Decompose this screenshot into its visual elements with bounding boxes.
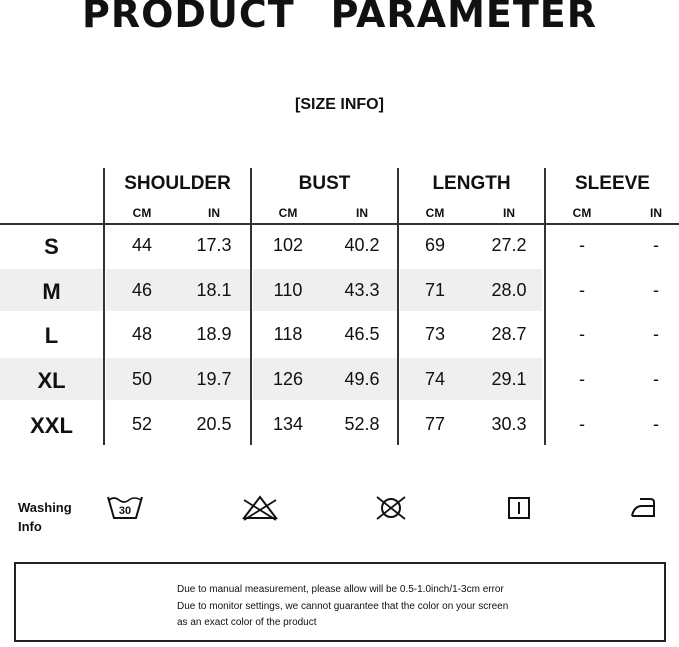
table-cell: 50 — [131, 369, 153, 389]
unit-label: IN — [650, 206, 662, 220]
table-cell: 28.7 — [491, 324, 527, 344]
note-line: Due to monitor settings, we cannot guarantee that the color on your screen — [177, 601, 509, 612]
unit-label: CM — [278, 206, 298, 220]
unit-label: CM — [572, 206, 592, 220]
title-word-parameter: PARAMETER — [330, 0, 597, 36]
iron-icon — [628, 494, 658, 522]
table-cell: 77 — [424, 414, 446, 434]
header-sleeve: SLEEVE — [575, 173, 650, 194]
header-shoulder: SHOULDER — [124, 173, 231, 194]
table-cell: - — [579, 280, 585, 300]
table-cell: 134 — [272, 414, 304, 434]
table-cell: 73 — [424, 324, 446, 344]
size-label: S — [44, 234, 59, 259]
page-title — [0, 0, 679, 36]
note-line: as an exact color of the product — [177, 617, 317, 628]
table-cell: - — [579, 324, 585, 344]
table-cell: 52 — [131, 414, 153, 434]
measurement-note-box — [14, 562, 666, 642]
table-cell: 44 — [131, 235, 153, 255]
table-cell: 18.9 — [196, 324, 232, 344]
table-cell: 18.1 — [196, 280, 232, 300]
table-cell: 29.1 — [491, 369, 527, 389]
table-cell: - — [653, 369, 659, 389]
size-info-heading: [SIZE INFO] — [295, 96, 384, 113]
table-cell: 30.3 — [491, 414, 527, 434]
unit-label: CM — [132, 206, 152, 220]
unit-label: CM — [425, 206, 445, 220]
unit-label: IN — [208, 206, 220, 220]
no-tumble-dry-icon — [374, 494, 408, 522]
table-cell: - — [653, 414, 659, 434]
size-label: XL — [37, 368, 66, 393]
note-line: Due to manual measurement, please allow will be 0.5-1.0inch/1-3cm error — [177, 584, 504, 595]
size-label: L — [44, 323, 59, 348]
table-cell: 52.8 — [344, 414, 380, 434]
table-cell: 46 — [131, 280, 153, 300]
header-bust: BUST — [298, 173, 351, 194]
table-cell: - — [579, 369, 585, 389]
table-cell: 48 — [131, 324, 153, 344]
table-cell: 126 — [272, 369, 304, 389]
table-cell: 102 — [272, 235, 304, 255]
table-cell: 46.5 — [344, 324, 380, 344]
table-cell: - — [579, 235, 585, 255]
wash-temp-label: 30 — [118, 505, 132, 517]
table-cell: - — [653, 324, 659, 344]
table-cell: 40.2 — [344, 235, 380, 255]
table-cell: - — [653, 280, 659, 300]
divider-line — [397, 168, 399, 445]
divider-line — [250, 168, 252, 445]
title-word-product: PRODUCT — [82, 0, 295, 36]
wash-30-icon — [106, 494, 144, 522]
size-label: XXL — [30, 413, 73, 438]
table-cell: 71 — [424, 280, 446, 300]
divider-line — [103, 168, 105, 445]
table-cell: 28.0 — [491, 280, 527, 300]
hang-dry-icon — [506, 495, 532, 521]
divider-line — [544, 168, 546, 445]
table-cell: 20.5 — [196, 414, 232, 434]
table-cell: 49.6 — [344, 369, 380, 389]
header-length: LENGTH — [432, 173, 511, 194]
table-cell: 118 — [273, 324, 303, 344]
washing-info-label — [18, 498, 72, 536]
table-cell: 19.7 — [196, 369, 232, 389]
no-bleach-icon — [240, 494, 280, 522]
table-cell: 17.3 — [196, 235, 232, 255]
unit-label: IN — [356, 206, 368, 220]
header-divider-line — [0, 223, 679, 225]
table-cell: 27.2 — [491, 235, 527, 255]
washing-label-line1: Washing — [18, 500, 72, 515]
size-label: M — [42, 279, 61, 304]
washing-label-line2: Info — [18, 519, 42, 534]
table-cell: - — [653, 235, 659, 255]
table-cell: 110 — [273, 280, 303, 300]
table-cell: 69 — [424, 235, 446, 255]
unit-label: IN — [503, 206, 515, 220]
table-cell: 74 — [424, 369, 446, 389]
table-cell: - — [579, 414, 585, 434]
table-cell: 43.3 — [344, 280, 380, 300]
